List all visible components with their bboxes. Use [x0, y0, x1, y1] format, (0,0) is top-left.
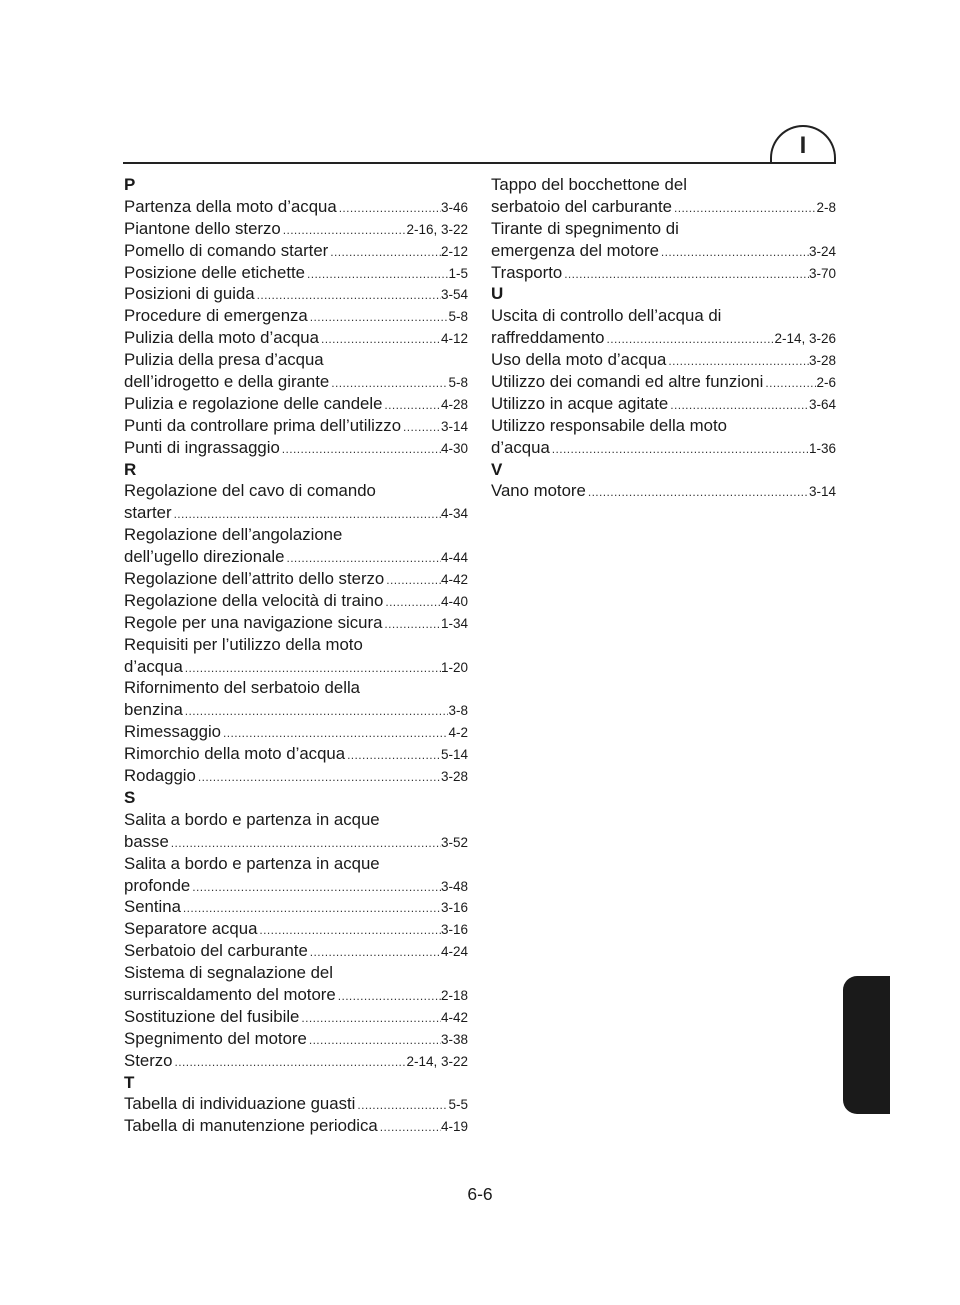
index-entry [124, 502, 468, 524]
index-entry-text [124, 962, 468, 984]
index-entry [124, 1006, 468, 1028]
index-entry-page: 3-16 [440, 922, 468, 938]
dot-leader [307, 1030, 441, 1052]
index-entry [491, 349, 836, 371]
index-entry [124, 415, 468, 437]
dot-leader [328, 242, 441, 264]
index-entry [124, 831, 468, 853]
index-entry-page: 3-28 [440, 769, 468, 785]
dot-leader [196, 767, 441, 789]
index-entry [124, 940, 468, 962]
index-entry-page: 2-6 [816, 375, 836, 391]
index-section-letter: P [124, 175, 136, 194]
dot-leader [257, 920, 441, 942]
index-entry-page: 5-8 [448, 309, 468, 325]
index-entry-page: 3-14 [440, 418, 468, 434]
index-entry-label: Salita a bordo e partenza in acque [124, 809, 380, 829]
index-section-letter: R [124, 459, 137, 479]
index-entry [124, 218, 468, 240]
chapter-tab-marker [843, 976, 890, 1114]
dot-leader [562, 264, 809, 286]
index-entry-page: 4-30 [440, 440, 468, 456]
index-entry [124, 896, 468, 918]
dot-leader [336, 986, 441, 1008]
index-entry [124, 612, 468, 634]
index-entry-label: basse [124, 831, 169, 851]
index-entry [124, 590, 468, 612]
index-entry-page: 3-48 [440, 878, 468, 894]
index-entry-label: Pulizia della presa d’acqua [124, 350, 324, 370]
index-entry-label: Trasporto [491, 262, 563, 282]
index-entry-label: Utilizzo in acque agitate [491, 393, 669, 413]
index-section-letter: T [124, 1072, 135, 1092]
index-entry [124, 262, 468, 284]
dot-leader [284, 548, 441, 570]
index-entry-page: 1-5 [448, 265, 468, 281]
index-entry-page: 1-36 [808, 440, 836, 456]
index-entry [491, 327, 836, 349]
index-entry [124, 721, 468, 743]
index-entry-label: emergenza del motore [491, 240, 659, 260]
index-entry-label: Sostituzione del fusibile [124, 1006, 300, 1026]
index-entry-label: Regolazione del cavo di comando [124, 481, 376, 501]
index-entry [491, 480, 836, 502]
dot-leader [221, 723, 448, 745]
index-entry-page: 3-64 [808, 396, 836, 412]
index-entry-label: Posizioni di guida [124, 284, 255, 304]
index-entry [124, 196, 468, 218]
index-entry [124, 1028, 468, 1050]
dot-leader [181, 898, 441, 920]
index-entry-page: 3-24 [808, 243, 836, 259]
index-entry-page: 2-16, 3-22 [406, 221, 468, 237]
dot-leader [605, 329, 775, 351]
index-section-letter: V [491, 459, 503, 479]
index-entry-label: surriscaldamento del motore [124, 984, 336, 1004]
index-entry-label: Sterzo [124, 1050, 173, 1070]
index-entry-label: Rodaggio [124, 766, 196, 786]
index-entry-label: Regolazione dell’attrito dello sterzo [124, 569, 385, 589]
index-entry-label: Regole per una navigazione sicura [124, 612, 383, 632]
index-entry [124, 765, 468, 787]
index-entry-label: Punti da controllare prima dell’utilizzo [124, 415, 402, 435]
index-section-letter: U [491, 284, 504, 304]
index-entry [124, 568, 468, 590]
index-entry-page: 2-18 [440, 987, 468, 1003]
dot-leader [672, 198, 817, 220]
index-entry-label: Tirante di spegnimento di [491, 218, 679, 238]
index-entry-label: Regolazione della velocità di traino [124, 590, 384, 610]
index-entry [124, 699, 468, 721]
dot-leader [308, 942, 441, 964]
dot-leader [384, 570, 441, 592]
dot-leader [308, 307, 449, 329]
index-entry-label: Regolazione dell’angolazione [124, 525, 343, 545]
index-entry [124, 656, 468, 678]
index-entry-page: 4-44 [440, 550, 468, 566]
header-rule [123, 162, 836, 164]
index-entry-label: Utilizzo responsabile della moto [491, 415, 727, 435]
dot-leader [659, 242, 809, 264]
index-entry-label: Serbatoio del carburante [124, 941, 308, 961]
index-entry [124, 283, 468, 305]
dot-leader [183, 701, 449, 723]
index-entry-page: 2-14, 3-22 [406, 1053, 468, 1069]
index-entry-label: Uso della moto d’acqua [491, 350, 667, 370]
dot-leader [355, 1095, 448, 1117]
index-entry-text [491, 174, 836, 196]
dot-leader [183, 658, 441, 680]
index-entry-label: Separatore acqua [124, 919, 258, 939]
dot-leader [763, 373, 816, 395]
index-entry-page: 5-14 [440, 747, 468, 763]
index-entry-label: Pulizia e regolazione delle candele [124, 393, 383, 413]
dot-leader [345, 745, 441, 767]
index-entry-label: Punti di ingrassaggio [124, 437, 280, 457]
index-entry-label: Utilizzo dei comandi ed altre funzioni [491, 372, 764, 392]
dot-leader [190, 877, 441, 899]
index-entry [124, 305, 468, 327]
index-entry-page: 3-16 [440, 900, 468, 916]
index-entry-text [124, 524, 468, 546]
index-entry [491, 262, 836, 284]
index-entry-page: 1-20 [440, 659, 468, 675]
dot-leader [550, 439, 809, 461]
index-entry-page: 5-5 [448, 1097, 468, 1113]
dot-leader [169, 833, 441, 855]
dot-leader [382, 614, 441, 636]
index-entry-label: d’acqua [491, 437, 550, 457]
index-entry-text [124, 809, 468, 831]
index-entry-page: 2-12 [440, 243, 468, 259]
index-entry-label: Tabella di individuazione guasti [124, 1094, 356, 1114]
index-entry-text [124, 677, 468, 699]
dot-leader [280, 439, 441, 461]
index-entry-label: Posizione delle etichette [124, 262, 305, 282]
index-entry-label: benzina [124, 700, 183, 720]
index-entry [124, 984, 468, 1006]
index-entry-page: 4-28 [440, 396, 468, 412]
dot-leader [329, 373, 448, 395]
index-entry-label: Rifornimento del serbatoio della [124, 678, 361, 698]
index-entry-label: Tabella di manutenzione periodica [124, 1116, 378, 1136]
index-entry [124, 437, 468, 459]
index-entry-label: Pomello di comando starter [124, 240, 329, 260]
index-entry [491, 393, 836, 415]
index-entry-page: 4-2 [448, 725, 468, 741]
dot-leader [383, 592, 441, 614]
index-entry-page: 3-14 [808, 484, 836, 500]
index-entry [124, 393, 468, 415]
index-entry [491, 371, 836, 393]
index-entry-page: 2-14, 3-26 [774, 331, 836, 347]
index-entry-page: 3-70 [808, 265, 836, 281]
dot-leader [586, 482, 809, 504]
index-column-left [124, 174, 468, 1137]
index-entry-label: dell’idrogetto e della girante [124, 372, 330, 392]
index-entry-page: 4-19 [440, 1119, 468, 1135]
index-entry-page: 4-24 [440, 944, 468, 960]
index-entry [124, 1093, 468, 1115]
index-entry [491, 437, 836, 459]
index-entry-page: 4-42 [440, 1009, 468, 1025]
index-entry-page: 3-28 [808, 353, 836, 369]
index-entry-page: 2-8 [816, 199, 836, 215]
index-entry-text [124, 480, 468, 502]
dot-leader [337, 198, 441, 220]
dot-leader [319, 329, 441, 351]
index-entry [124, 327, 468, 349]
index-entry [491, 240, 836, 262]
index-entry-label: serbatoio del carburante [491, 196, 672, 216]
index-entry-label: dell’ugello direzionale [124, 547, 285, 567]
index-entry-label: starter [124, 503, 172, 523]
index-entry [124, 743, 468, 765]
index-entry-label: raffreddamento [491, 328, 605, 348]
dot-leader [281, 220, 407, 242]
index-entry-label: Tappo del bocchettone del [491, 175, 687, 194]
index-entry-label: Sistema di segnalazione del [124, 963, 333, 983]
index-entry-page: 4-40 [440, 593, 468, 609]
index-entry-page: 3-52 [440, 834, 468, 850]
dot-leader [172, 504, 441, 526]
index-entry-label: profonde [124, 875, 191, 895]
index-entry-label: Vano motore [491, 481, 586, 501]
index-entry-label: Partenza della moto d’acqua [124, 196, 337, 216]
index-entry-label: d’acqua [124, 656, 183, 676]
index-entry-label: Pulizia della moto d’acqua [124, 328, 319, 348]
index-entry-label: Rimorchio della moto d’acqua [124, 744, 346, 764]
index-entry [491, 196, 836, 218]
index-entry-page: 3-54 [440, 287, 468, 303]
index-entry-text [491, 218, 836, 240]
index-entry-page: 4-34 [440, 506, 468, 522]
dot-leader [666, 351, 809, 373]
index-entry [124, 1115, 468, 1137]
index-entry-page: 3-38 [440, 1031, 468, 1047]
index-entry-page: 3-46 [440, 199, 468, 215]
index-entry-label: Salita a bordo e partenza in acque [124, 853, 380, 873]
dot-leader [378, 1117, 441, 1139]
index-entry-label: Uscita di controllo dell’acqua di [491, 306, 722, 326]
dot-leader [401, 417, 441, 439]
index-entry [124, 875, 468, 897]
index-entry-label: Rimessaggio [124, 722, 222, 742]
index-entry-label: Spegnimento del motore [124, 1028, 307, 1048]
index-entry [124, 918, 468, 940]
index-entry-label: Procedure di emergenza [124, 306, 308, 326]
index-entry [124, 1050, 468, 1072]
index-entry-label: Sentina [124, 897, 181, 917]
index-entry-page: 5-8 [448, 375, 468, 391]
index-entry-label: Requisiti per l’utilizzo della moto [124, 634, 363, 654]
index-entry-page: 4-42 [440, 572, 468, 588]
index-entry-text [491, 415, 836, 437]
dot-leader [668, 395, 809, 417]
dot-leader [305, 264, 449, 286]
index-entry [124, 371, 468, 393]
index-section-letter: S [124, 787, 136, 807]
index-entry-page: 4-12 [440, 331, 468, 347]
page-number: 6-6 [467, 1184, 493, 1204]
index-entry-page: 3-8 [448, 703, 468, 719]
language-badge: I [770, 125, 836, 163]
index-entry-label: Piantone dello sterzo [124, 218, 281, 238]
index-entry-text [124, 349, 468, 371]
index-entry [124, 546, 468, 568]
index-entry [124, 240, 468, 262]
dot-leader [299, 1008, 441, 1030]
dot-leader [173, 1052, 407, 1074]
dot-leader [255, 285, 441, 307]
index-column-right [491, 174, 836, 502]
index-entry-text [124, 634, 468, 656]
index-entry-text [491, 305, 836, 327]
index-entry-text [124, 853, 468, 875]
index-entry-page: 1-34 [440, 615, 468, 631]
dot-leader [382, 395, 441, 417]
